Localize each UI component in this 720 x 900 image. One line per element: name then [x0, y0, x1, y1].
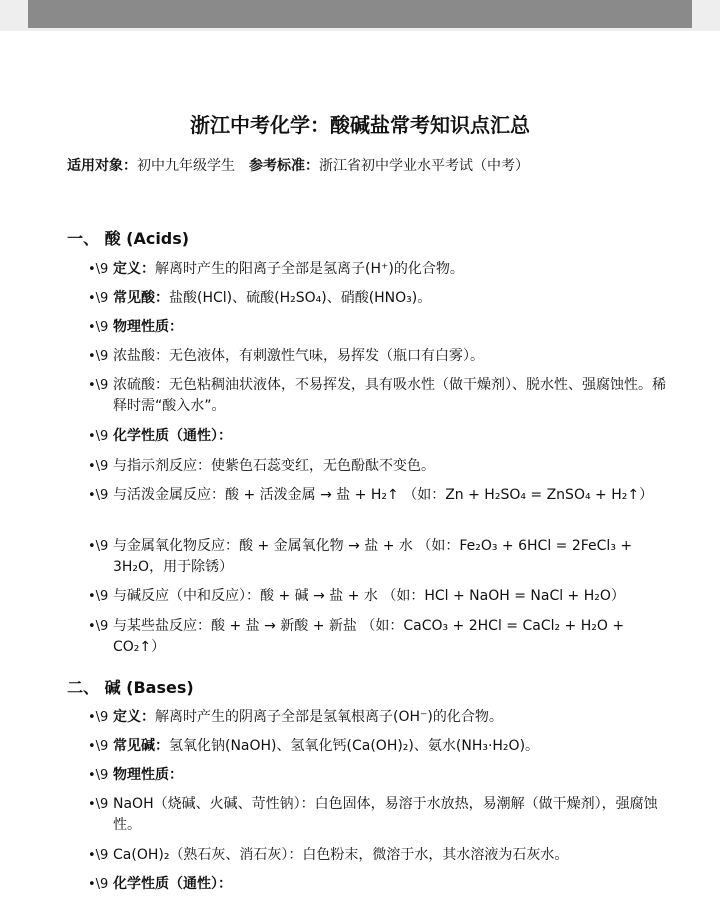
- bullet-marker: •\9: [88, 291, 109, 306]
- bullet-marker: •\9: [88, 320, 109, 335]
- definition-label: 定义：: [113, 261, 155, 277]
- physical-label: 物理性质：: [113, 767, 183, 783]
- common-label: 常见酸：: [113, 290, 169, 306]
- caoh2-text: Ca(OH)₂（熟石灰、消石灰）：白色粉末，微溶于水，其水溶液为石灰水。: [113, 847, 569, 863]
- document-meta: [67, 155, 529, 177]
- definition-text: 解离时产生的阳离子全部是氢离子(H⁺)的化合物。: [155, 261, 464, 277]
- bullet-marker: •\9: [88, 589, 109, 604]
- acid-physical-heading: [88, 317, 668, 338]
- common-text: 盐酸(HCl)、硫酸(H₂SO₄)、硝酸(HNO₃)。: [169, 290, 432, 306]
- window-top-bar: [28, 0, 692, 28]
- section-heading-bases: 二、 碱 (Bases): [67, 678, 194, 697]
- bullet-marker: •\9: [88, 797, 109, 812]
- bullet-marker: •\9: [88, 768, 109, 783]
- acid-indicator: [88, 456, 668, 477]
- common-label: 常见碱：: [113, 738, 169, 754]
- standard-value: 浙江省初中学业水平考试（中考）: [319, 158, 529, 174]
- oxide-text: 与金属氧化物反应：酸 + 金属氧化物 → 盐 + 水 （如：Fe₂O₃ + 6HCl = 2FeCl₃ + 3H₂O，用于除锈）: [113, 538, 633, 575]
- base-caoh2: [88, 845, 668, 866]
- base-common: [88, 736, 668, 757]
- definition-label: 定义：: [113, 709, 155, 725]
- bullet-marker: •\9: [88, 349, 109, 364]
- naoh-text: NaOH（烧碱、火碱、苛性钠）：白色固体，易溶于水放热，易潮解（做干燥剂），强腐蚀性。: [113, 796, 658, 833]
- acid-definition: [88, 259, 668, 280]
- bullet-marker: •\9: [88, 459, 109, 474]
- bullet-marker: •\9: [88, 848, 109, 863]
- chemical-label: 化学性质（通性）：: [113, 428, 232, 444]
- bullet-marker: •\9: [88, 488, 109, 503]
- bullet-marker: •\9: [88, 429, 109, 444]
- bullet-marker: •\9: [88, 539, 109, 554]
- acid-metal: [88, 485, 668, 506]
- acid-common: [88, 288, 668, 309]
- bullet-marker: •\9: [88, 739, 109, 754]
- bullet-marker: •\9: [88, 378, 109, 393]
- page-title: 浙江中考化学：酸碱盐常考知识点汇总: [190, 113, 530, 137]
- base-definition: [88, 707, 668, 728]
- audience-value: 初中九年级学生: [137, 158, 235, 174]
- acid-oxide: [88, 536, 668, 578]
- definition-text: 解离时产生的阴离子全部是氢氧根离子(OH⁻)的化合物。: [155, 709, 503, 725]
- bullet-marker: •\9: [88, 710, 109, 725]
- common-text: 氢氧化钠(NaOH)、氢氧化钙(Ca(OH)₂)、氨水(NH₃·H₂O)。: [169, 738, 540, 754]
- base-physical-heading: [88, 765, 668, 786]
- indicator-text: 与指示剂反应：使紫色石蕊变红，无色酚酞不变色。: [113, 458, 435, 474]
- metal-text: 与活泼金属反应：酸 + 活泼金属 → 盐 + H₂↑ （如：Zn + H₂SO₄ = ZnSO₄ + H₂↑）: [113, 487, 654, 503]
- bullet-marker: •\9: [88, 619, 109, 634]
- audience-label: 适用对象：: [67, 158, 137, 174]
- base-text: 与碱反应（中和反应）：酸 + 碱 → 盐 + 水 （如：HCl + NaOH = NaCl + H₂O）: [113, 588, 625, 604]
- bullet-marker: •\9: [88, 877, 109, 892]
- acid-h2so4: [88, 375, 668, 417]
- acid-hcl: [88, 346, 668, 367]
- salt-text: 与某些盐反应：酸 + 盐 → 新酸 + 新盐 （如：CaCO₃ + 2HCl = CaCl₂ + H₂O + CO₂↑）: [113, 618, 625, 655]
- base-chemical-heading: [88, 874, 668, 895]
- hcl-text: 浓盐酸：无色液体，有刺激性气味，易挥发（瓶口有白雾）。: [113, 348, 484, 364]
- physical-label: 物理性质：: [113, 319, 183, 335]
- bullet-marker: •\9: [88, 262, 109, 277]
- standard-label: 参考标准：: [249, 158, 319, 174]
- h2so4-text: 浓硫酸：无色粘稠油状液体，不易挥发，具有吸水性（做干燥剂）、脱水性、强腐蚀性。稀释时需“酸入水”。: [113, 377, 666, 414]
- base-naoh: [88, 794, 668, 836]
- acid-chemical-heading: [88, 426, 668, 447]
- chemical-label: 化学性质（通性）：: [113, 876, 232, 892]
- acid-base: [88, 586, 668, 607]
- section-heading-acids: 一、 酸 (Acids): [67, 229, 190, 248]
- acid-salt: [88, 616, 668, 658]
